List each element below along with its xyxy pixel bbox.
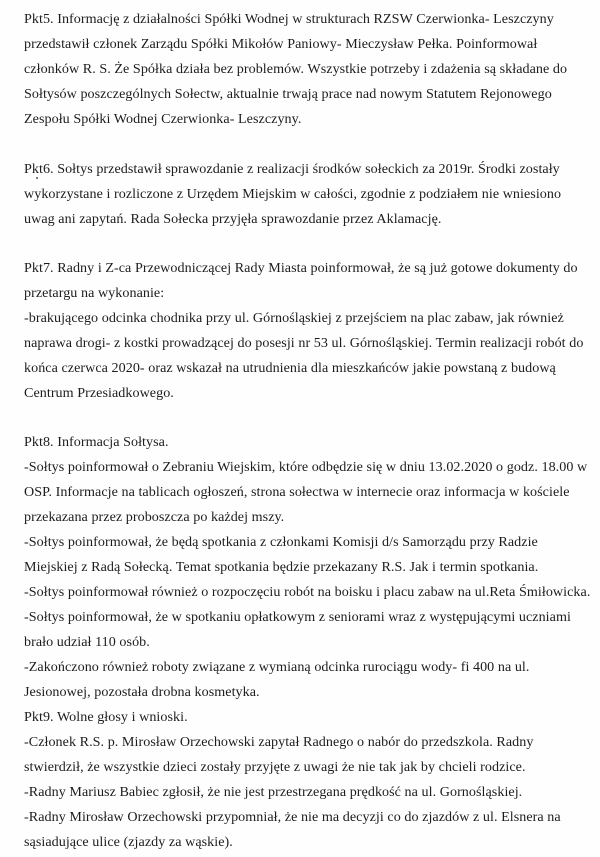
text-line: przedstawił członek Zarządu Spółki Mikołów Paniowy- Mieczysław Pełka. Poinformował: [24, 36, 538, 52]
text-line: Pkt7. Radny i Z-ca Przewodniczącej Rady Miasta poinformował, że są już gotowe dokumenty do: [24, 260, 578, 276]
text-line: -Sołtys poinformował, że w spotkaniu opłatkowym z seniorami wraz z występującymi uczniami: [24, 609, 571, 625]
text-line: OSP. Informacje na tablicach ogłoszeń, strona sołectwa w internecie oraz informacja w kościele: [24, 484, 570, 500]
text-line: -Zakończono również roboty związane z wymianą odcinka rurociągu wody- fi 400 na ul.: [24, 659, 530, 675]
text-line: Pkt5. Informację z działalności Spółki Wodnej w strukturach RZSW Czerwionka- Leszczyny: [24, 11, 554, 27]
text-line: -Sołtys poinformował również o rozpoczęciu robót na boisku i placu zabaw na ul.Reta Śmiłowicka.: [24, 584, 591, 600]
text-line: Zespołu Spółki Wodnej Czerwionka- Leszczyny.: [24, 111, 302, 127]
text-line: Pkt6. Sołtys przedstawił sprawozdanie z realizacji środków sołeckich za 2019r. Środki zostały: [24, 161, 560, 177]
text-line: uwag ani zapytań. Rada Sołecka przyjęła sprawozdanie przez Aklamację.: [24, 211, 442, 227]
text-line: Pkt8. Informacja Sołtysa.: [24, 434, 169, 450]
text-line: końca czerwca 2020- oraz wskazał na utrudnienia dla mieszkańców jakie powstaną z budową: [24, 360, 556, 376]
text-line: Pkt9. Wolne głosy i wnioski.: [24, 709, 188, 725]
text-line: Sołtysów poszczególnych Sołectw, aktualnie trwają prace nad nowym Statutem Rejonowego: [24, 86, 552, 102]
text-line: -Członek R.S. p. Mirosław Orzechowski zapytał Radnego o nabór do przedszkola. Radny: [24, 734, 534, 750]
text-line: -brakującego odcinka chodnika przy ul. Górnośląskiej z przejściem na plac zabaw, jak również: [24, 310, 564, 326]
text-line: naprawa drogi- z kostki prowadzącej do posesji nr 53 ul. Górnośląskiej. Termin realizacji robót do: [24, 335, 584, 351]
text-line: przekazana przez proboszcza po każdej mszy.: [24, 509, 285, 525]
text-line: przetargu na wykonanie:: [24, 285, 165, 301]
text-line: wykorzystane i rozliczone z Urzędem Miejskim w całości, zgodnie z podziałem nie wniesiono: [24, 186, 562, 202]
text-line: -Sołtys poinformował, że będą spotkania z członkami Komisji d/s Samorządu przy Radzie: [24, 534, 538, 550]
text-line: brało udział 110 osób.: [24, 634, 150, 650]
text-line: -Radny Mirosław Orzechowski przypomniał, że nie ma decyzji co do zjazdów z ul. Elsnera na: [24, 809, 561, 825]
text-line: Jesionowej, pozostała drobna kosmetyka.: [24, 684, 260, 700]
text-line: stwierdził, że wszystkie dzieci zostały przyjęte z uwagi że nie tak jak by chcieli rodzice.: [24, 759, 526, 775]
text-line: sąsiadujące ulice (zjazdy za wąskie).: [24, 834, 233, 850]
text-line: członków R. S. Że Spółka działa bez problemów. Wszystkie potrzeby i zdażenia są składane do: [24, 61, 568, 77]
text-line: -Sołtys poinformował o Zebraniu Wiejskim, które odbędzie się w dniu 13.02.2020 o godz. 18.00 w: [24, 459, 588, 475]
text-line: -Radny Mariusz Babiec zgłosił, że nie jest przestrzegana prędkość na ul. Gornośląskiej.: [24, 784, 523, 800]
text-line: Miejskiej z Radą Sołecką. Temat spotkania będzie przekazany R.S. Jak i termin spotkania.: [24, 559, 539, 575]
text-line: Centrum Przesiadkowego.: [24, 385, 174, 401]
